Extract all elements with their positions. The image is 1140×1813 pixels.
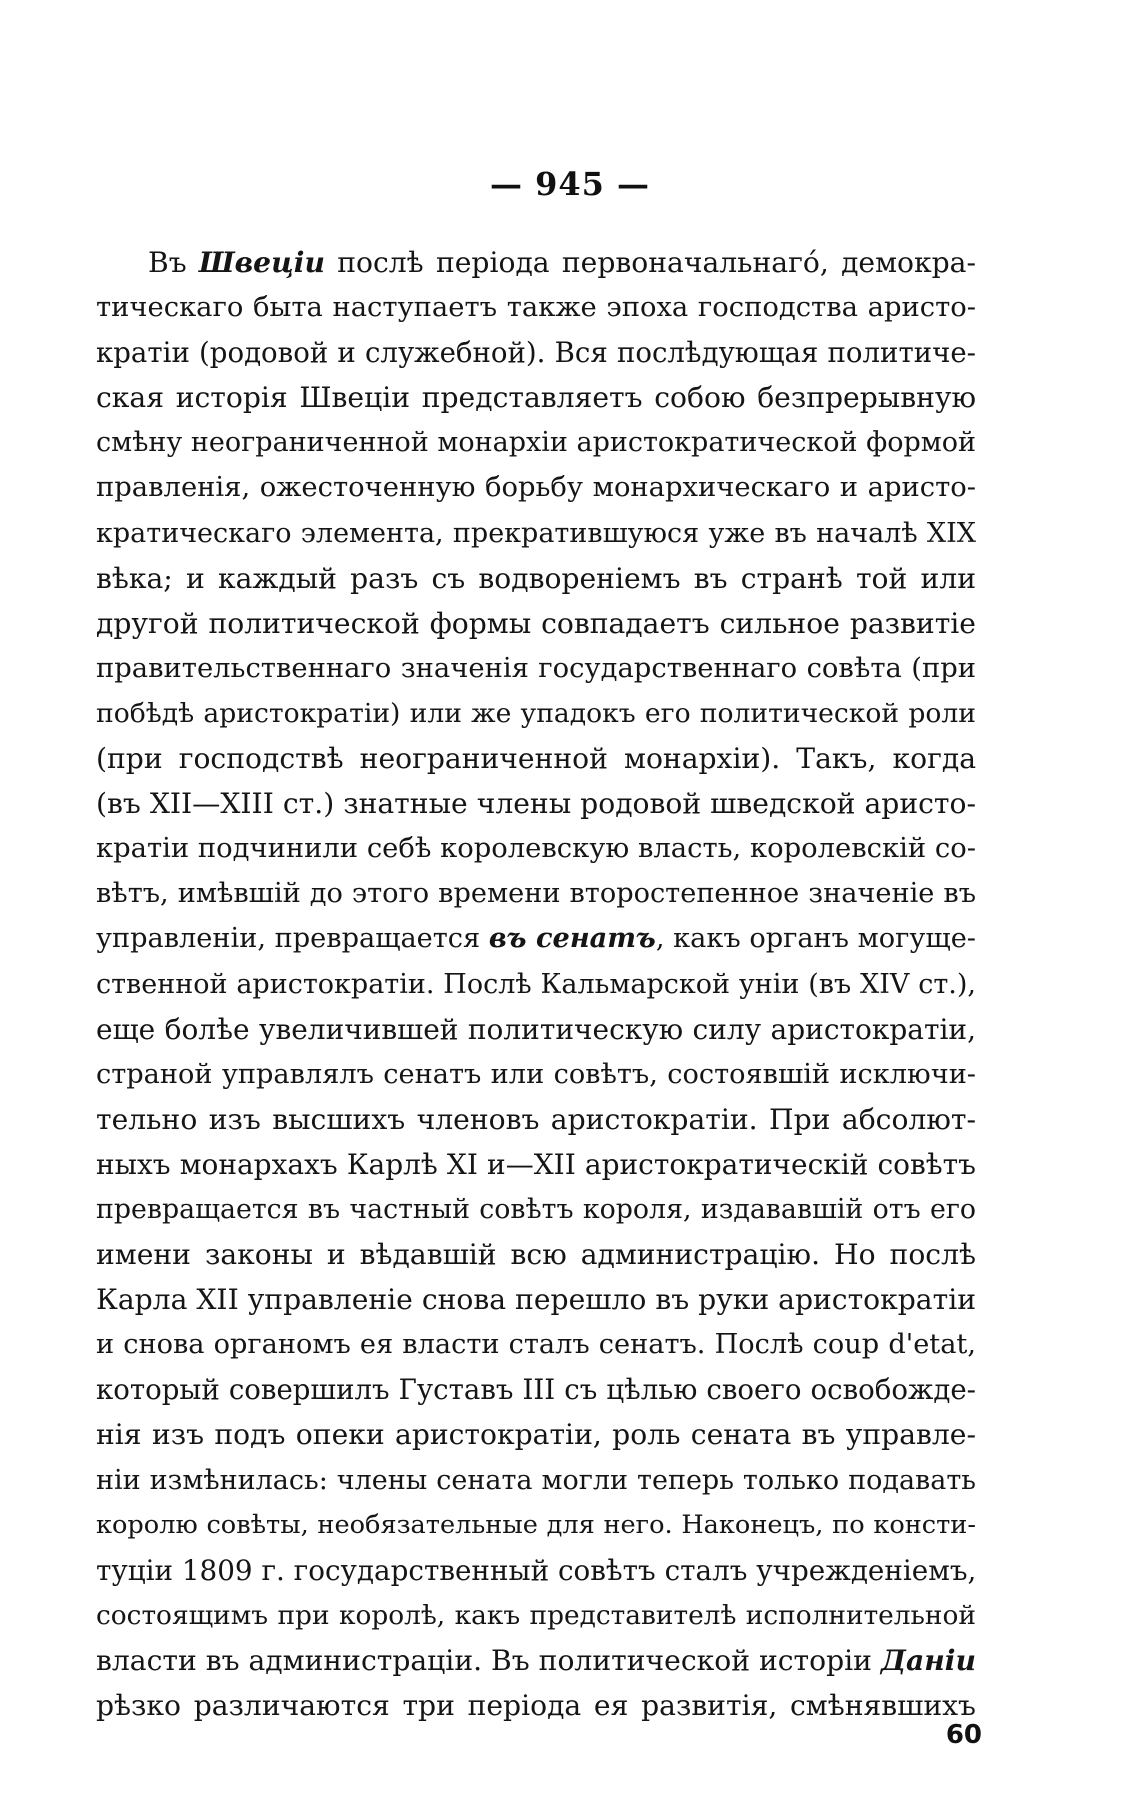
text-segment: , какъ органъ могуще- (655, 923, 976, 955)
text-line (96, 962, 976, 1007)
text-segment: послѣ періода первоначальнагó, демокра- (324, 246, 976, 279)
text-line (96, 420, 976, 465)
text-line (96, 736, 976, 781)
text-line (96, 1277, 976, 1322)
text-line (96, 1232, 976, 1277)
printer-signature: 60 (945, 1720, 982, 1750)
text-line (96, 1458, 976, 1503)
text-line (96, 691, 976, 736)
text-segment: вѣтъ, имѣвшій до этого времени второстепенное значеніе въ (96, 878, 976, 910)
text-segment: тельно изъ высшихъ членовъ аристократіи. При абсолют- (96, 1102, 976, 1136)
text-segment: правительственнаго значенія государственнаго совѣта (при (96, 652, 976, 684)
text-line (96, 871, 976, 916)
emphasized-term: Даніи (880, 1643, 976, 1677)
text-segment: другой политической формы совпадаетъ сильное развитіе (96, 606, 976, 640)
text-segment: тическаго быта наступаетъ также эпоха господства аристо- (96, 292, 976, 324)
text-segment: ніи измѣнилась: члены сената могли теперь только подавать (96, 1464, 976, 1496)
text-segment: имени законы и вѣдавшій всю администрацію. Но послѣ (96, 1238, 976, 1272)
text-segment: правленія, ожесточенную борьбу монархическаго и аристо- (96, 472, 976, 504)
text-line (96, 1638, 976, 1683)
text-line (96, 601, 976, 646)
text-line (96, 1322, 976, 1367)
text-line (96, 1503, 976, 1548)
text-line (96, 1367, 976, 1412)
text-segment: состоящимъ при королѣ, какъ представителѣ исполнительной (96, 1599, 976, 1631)
text-line (96, 1187, 976, 1232)
text-segment: смѣну неограниченной монархіи аристократической формой (96, 427, 976, 459)
text-segment: побѣдѣ аристократіи) или же упадокъ его политической роли (96, 697, 976, 729)
text-segment: ственной аристократіи. Послѣ Кальмарской уніи (въ XIV ст.), (96, 968, 976, 1000)
text-line (96, 781, 976, 826)
text-line (96, 375, 976, 420)
text-segment: туціи 1809 г. государственный совѣтъ сталъ учрежденіемъ, (96, 1553, 976, 1587)
text-segment: Карла XII управленіе снова перешло въ руки аристократіи (96, 1283, 976, 1317)
text-segment: кратическаго элемента, прекратившуюся уже въ началѣ XIX (96, 517, 976, 549)
text-segment: (въ XII—XIII ст.) знатные члены родовой шведской аристо- (96, 787, 976, 821)
emphasized-term: въ сенатъ (488, 922, 656, 955)
text-segment: рѣзко различаются три періода ея развитія, смѣнявшихъ (96, 1689, 976, 1722)
text-segment: превращается въ частный совѣтъ короля, издававшій отъ его (96, 1193, 976, 1225)
text-line (96, 1683, 976, 1728)
text-line (96, 1412, 976, 1457)
text-segment: страной управлялъ сенатъ или совѣтъ, состоявшій исключи- (96, 1058, 976, 1090)
text-line (96, 1548, 976, 1593)
text-line (96, 916, 976, 961)
text-line (96, 511, 976, 556)
text-segment: (при господствѣ неограниченной монархіи). Такъ, когда (96, 742, 976, 776)
text-line (96, 1593, 976, 1638)
text-line (96, 646, 976, 691)
text-line (96, 330, 976, 375)
text-segment: кратіи (родовой и служебной). Вся послѣдующая политиче- (96, 336, 976, 370)
text-segment: который совершилъ Густавъ III съ цѣлью своего освобожде- (96, 1373, 976, 1407)
page-number: — 945 — (489, 165, 651, 203)
text-segment: ныхъ монархахъ Карлѣ XI и—XII аристократическій совѣтъ (96, 1147, 976, 1181)
text-segment: и снова органомъ ея власти сталъ сенатъ. Послѣ coup d'etat, (96, 1329, 976, 1361)
text-segment: Въ (148, 246, 199, 279)
emphasized-term: Швеціи (198, 246, 325, 279)
text-line (96, 1007, 976, 1052)
text-segment: ская исторія Швеціи представляетъ собою безпрерывную (96, 381, 976, 415)
text-segment: нія изъ подъ опеки аристократіи, роль сената въ управле- (96, 1418, 976, 1452)
text-line (96, 240, 976, 285)
text-segment: еще болѣе увеличившей политическую силу аристократіи, (96, 1012, 976, 1046)
text-segment: вѣка; и каждый разъ съ водвореніемъ въ странѣ той или (96, 561, 976, 595)
text-line (96, 1052, 976, 1097)
text-segment: власти въ администраціи. Въ политической исторіи (96, 1643, 881, 1677)
text-line (96, 285, 976, 330)
text-line (96, 826, 976, 871)
text-line (96, 1097, 976, 1142)
text-segment: королю совѣты, необязательные для него. Наконецъ, по консти- (96, 1509, 976, 1540)
text-line (96, 465, 976, 510)
text-segment: кратіи подчинили себѣ королевскую власть, королевскій со- (96, 833, 976, 865)
text-line (96, 556, 976, 601)
body-text (96, 240, 976, 1728)
text-line (96, 1142, 976, 1187)
text-segment: управленіи, превращается (96, 923, 489, 955)
